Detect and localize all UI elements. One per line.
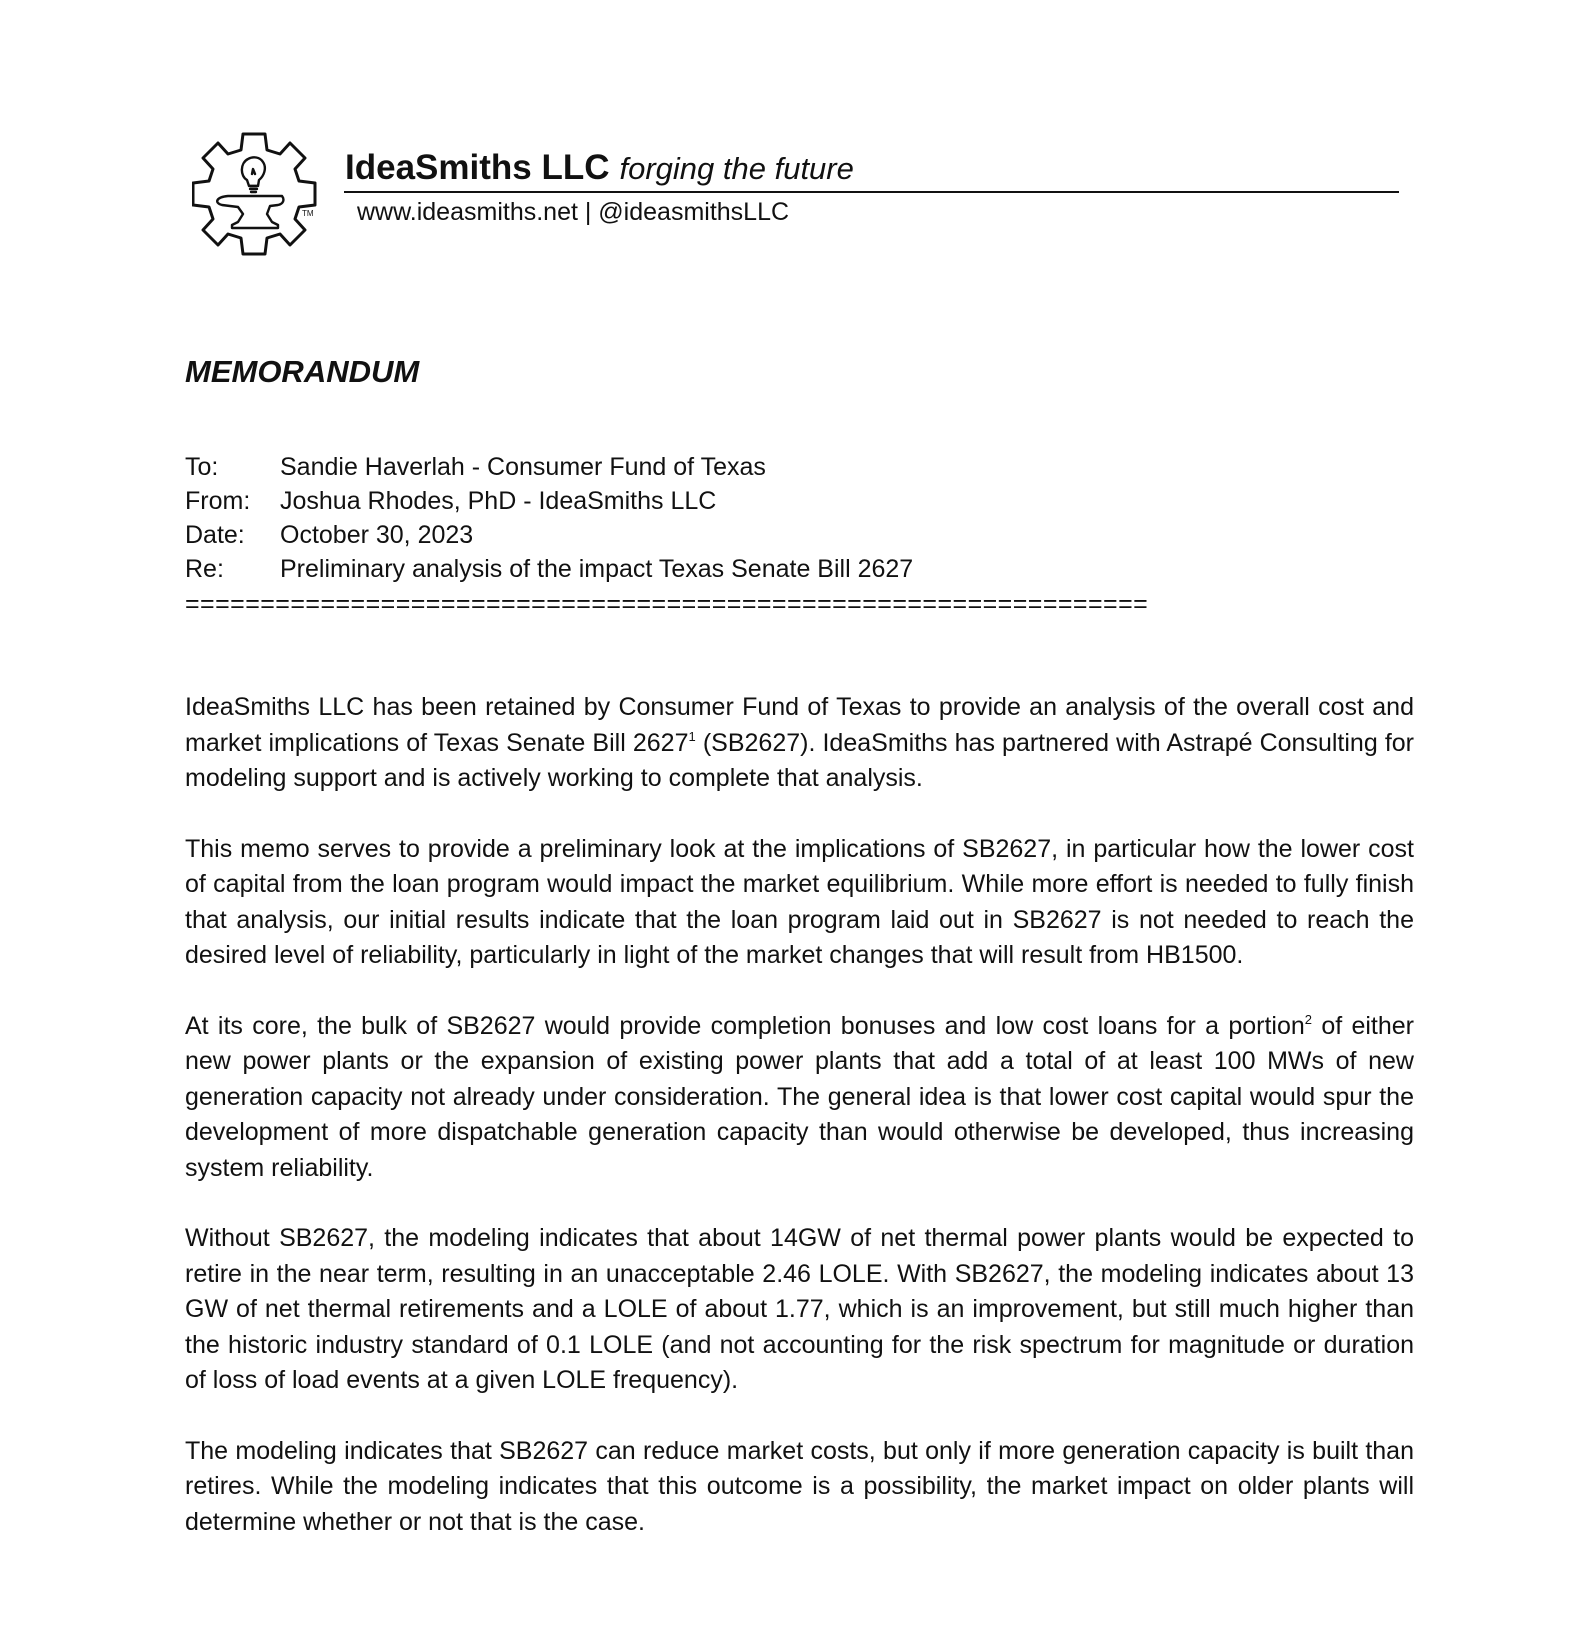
paragraph-2: This memo serves to provide a preliminary look at the implications of SB2627, in particular how the lower cost of capital from the loan program would impact the market equilibrium. While more effort is needed to fully finish that analysis, our initial results indicate that the loan program laid out in SB2627 is not needed to reach the desired level of reliability, particularly in light of the market changes that will result from HB1500. bbox=[185, 834, 1414, 969]
to-label: To: bbox=[185, 453, 219, 481]
memo-header-to bbox=[185, 450, 913, 484]
paragraph-1 bbox=[185, 690, 1414, 797]
memo-header-re bbox=[185, 552, 913, 586]
footnote-ref-1: 1 bbox=[688, 728, 696, 744]
gear-anvil-logo-icon bbox=[192, 130, 332, 270]
date-value: October 30, 2023 bbox=[280, 521, 474, 549]
contact-info: www.ideasmiths.net | @ideasmithsLLC bbox=[357, 198, 790, 226]
paragraph-4: Without SB2627, the modeling indicates that about 14GW of net thermal power plants would be expected to retire in the near term, resulting in an unacceptable 2.46 LOLE. With SB2627, the modeling indicates about 13 GW of net thermal retirements and a LOLE of about 1.77, which is an improvement, but still much higher than the historic industry standard of 0.1 LOLE (and not accounting for the risk spectrum for magnitude or duration of loss of load events at a given LOLE frequency). bbox=[185, 1224, 1414, 1394]
footnote-ref-2: 2 bbox=[1304, 1011, 1313, 1027]
paragraph-3-part-b: of either new power plants or the expansion of existing power plants that add a total of at least 100 MWs of new generation capacity not already under consideration. The general idea is that lower cost capital would spur the development of more dispatchable generation capacity than would otherwise be developed, thus increasing system reliability. bbox=[185, 1011, 1414, 1182]
company-tagline: forging the future bbox=[619, 151, 854, 186]
re-label: Re: bbox=[185, 555, 224, 583]
separator-line: ================================================================ bbox=[185, 590, 1149, 618]
memo-header-from bbox=[185, 484, 913, 518]
memo-title: MEMORANDUM bbox=[185, 354, 420, 389]
from-value: Joshua Rhodes, PhD - IdeaSmiths LLC bbox=[280, 487, 717, 515]
date-label: Date: bbox=[185, 521, 245, 549]
letterhead-divider bbox=[344, 191, 1399, 193]
re-value: Preliminary analysis of the impact Texas Senate Bill 2627 bbox=[280, 555, 914, 583]
from-label: From: bbox=[185, 487, 251, 515]
to-value: Sandie Haverlah - Consumer Fund of Texas bbox=[280, 453, 766, 481]
paragraph-3 bbox=[185, 1009, 1414, 1187]
brand-line bbox=[345, 148, 854, 189]
paragraph-3-part-a: At its core, the bulk of SB2627 would provide completion bonuses and low cost loans for a portion bbox=[185, 1011, 1305, 1040]
memo-body bbox=[185, 690, 1414, 1575]
paragraph-5: The modeling indicates that SB2627 can reduce market costs, but only if more generation capacity is built than retires. While the modeling indicates that this outcome is a possibility, the market impact on older plants will determine whether or not that is the case. bbox=[185, 1436, 1414, 1536]
memo-header bbox=[185, 450, 913, 586]
memo-header-date bbox=[185, 518, 913, 552]
paragraph-1-part-a: IdeaSmiths LLC has been retained by Consumer Fund of Texas to provide an analysis of the overall cost and market implications of Texas Senate Bill 2627 bbox=[185, 693, 1414, 757]
letterhead bbox=[192, 130, 1402, 270]
trademark-mark: TM bbox=[302, 209, 314, 218]
company-name: IdeaSmiths LLC bbox=[345, 148, 610, 187]
paragraph-1-part-b: (SB2627). IdeaSmiths has partnered with Astrapé Consulting for modeling support and is actively working to complete that analysis. bbox=[185, 728, 1415, 792]
